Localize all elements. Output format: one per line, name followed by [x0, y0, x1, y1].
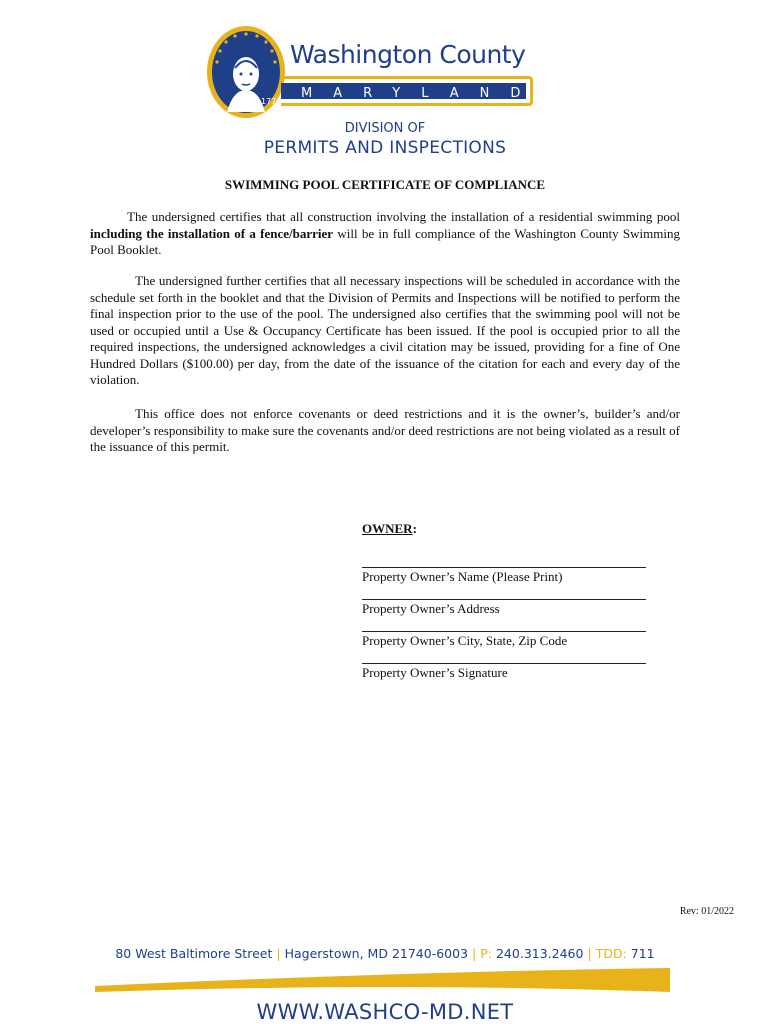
county-seal-icon: [205, 24, 287, 120]
owner-signature-line[interactable]: [362, 663, 646, 664]
owner-city-line[interactable]: [362, 631, 646, 632]
owner-heading: [362, 521, 417, 537]
paragraph-covenants-text: This office does not enforce covenants or deed restrictions and it is the owner’s, builder’s and/or developer’s responsibility to make sure the covenants and/or deed restrictions are not being violated as a result of the issuance of this permit.: [90, 406, 680, 454]
document-title: SWIMMING POOL CERTIFICATE OF COMPLIANCE: [224, 177, 546, 192]
footer-swoosh: [95, 968, 670, 996]
division-name: PERMITS AND INSPECTIONS: [263, 138, 507, 158]
paragraph-compliance: [90, 209, 680, 259]
logo-subtitle: MARYLAND: [301, 86, 542, 101]
paragraph-inspections: [90, 273, 680, 389]
footer-city: Hagerstown, MD 21740-6003: [284, 946, 469, 961]
footer-phone: 240.313.2460: [495, 946, 584, 961]
owner-name-label: Property Owner’s Name (Please Print): [362, 569, 563, 584]
footer-street: 80 West Baltimore Street: [115, 946, 273, 961]
owner-signature-label: Property Owner’s Signature: [362, 665, 508, 680]
footer-address: 80 West Baltimore Street | Hagerstown, MD 21740-6003 | P: 240.313.2460 | TDD: 711: [115, 946, 655, 961]
paragraph-compliance-bold: including the installation of a fence/barrier: [90, 225, 334, 241]
logo-band: [281, 76, 542, 106]
owner-address-line[interactable]: [362, 599, 646, 600]
division-of-label: DIVISION OF: [344, 121, 426, 136]
revision-date: Rev: 01/2022: [679, 906, 734, 917]
owner-address-label: Property Owner’s Address: [362, 601, 500, 616]
paragraph-covenants: [90, 406, 680, 456]
owner-city-label: Property Owner’s City, State, Zip Code: [362, 633, 568, 648]
footer-tdd: 711: [630, 946, 655, 961]
paragraph-inspections-text: The undersigned further certifies that all necessary inspections will be scheduled in accordance with the schedule set forth in the booklet and that the Division of Permits and Inspections will be notified to perform the final inspection prior to the use of the pool. The undersigned also certifies that the swimming pool will not be used or occupied until a Use & Occupancy Certificate has been issued. If the pool is occupied prior to all the required inspections, the undersigned acknowledges a civil citation may be issued, providing for a fine of One Hundred Dollars ($100.00) per day, from the date of the issuance of the citation for each and every day of the violation.: [90, 273, 680, 387]
paragraph-compliance-text-b: will be in full compliance of the Washington County Swimming Pool Booklet.: [90, 225, 680, 257]
owner-name-line[interactable]: [362, 567, 646, 568]
website-link[interactable]: WWW.WASHCO-MD.NET: [256, 1000, 514, 1024]
county-logo: [205, 24, 542, 124]
paragraph-compliance-text-a: The undersigned certifies that all construction involving the installation of a residential swimming pool: [127, 209, 680, 224]
owner-heading-colon: :: [412, 521, 417, 536]
footer-tdd-label: TDD:: [595, 946, 627, 961]
logo-title: Washington County: [290, 40, 526, 69]
footer-phone-label: P:: [480, 946, 492, 961]
owner-heading-text: OWNER: [362, 521, 413, 536]
svg-text:1776: 1776: [261, 97, 282, 106]
